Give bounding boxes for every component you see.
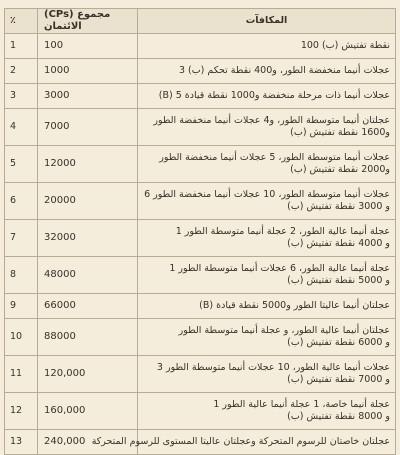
row-number: 12	[5, 393, 38, 430]
rewards-table	[4, 8, 396, 455]
row-reward	[138, 183, 396, 220]
row-number: 5	[5, 146, 38, 183]
row-number: 6	[5, 183, 38, 220]
reward-line: و 8000 نقطة تفتيش (ب)	[287, 411, 390, 422]
row-number: 13	[5, 430, 38, 455]
row-credit-total: 3000	[38, 84, 138, 109]
row-reward	[138, 294, 396, 319]
reward-line: عجلات أنيما متوسطة الطور، 10 عجلات أنيما منخفضة الطور 6	[144, 189, 390, 200]
row-reward	[138, 84, 396, 109]
reward-line: عجلات أنيما عالية الطور، 10 عجلات أنيما متوسطة الطور 3	[156, 362, 390, 373]
row-credit-total: 100	[38, 34, 138, 59]
row-reward	[91, 430, 396, 455]
row-reward	[138, 220, 396, 257]
table-row	[5, 393, 396, 430]
header-credit-total: (CPs) مجموع الائتمان	[38, 9, 138, 34]
reward-line: عجلتان خاصتان للرسوم المتحركة وعجلتان عاليتا المستوى للرسوم المتحركة	[91, 436, 390, 447]
row-number: 4	[5, 109, 38, 146]
row-reward	[138, 109, 396, 146]
row-credit-total: 20000	[38, 183, 138, 220]
reward-line: عجلات أنيما ذات مرحلة منخفضة و1000 نقطة قيادة 5 (B)	[158, 90, 390, 101]
reward-line: عجلات أنيما منخفضة الطور، و400 نقطة تحكم (ب) 3	[178, 65, 390, 76]
row-reward	[138, 34, 396, 59]
table-row	[5, 356, 396, 393]
table-row	[5, 319, 396, 356]
row-number: 9	[5, 294, 38, 319]
reward-line: و2000 نقطة تفتيش (ب)	[290, 164, 390, 175]
row-credit-total: 1000	[38, 59, 138, 84]
table-row	[5, 146, 396, 183]
rewards-table-wrapper	[4, 8, 396, 455]
table-header-row	[5, 9, 396, 34]
reward-line: و 6000 نقطة تفتيش (ب)	[287, 337, 390, 348]
reward-line: و1600 نقطة تفتيش (ب)	[290, 127, 390, 138]
row-reward	[138, 257, 396, 294]
reward-line: عجلة أنيما عالية الطور، 6 عجلات أنيما متوسطة الطور 1	[169, 263, 390, 274]
header-rewards: المكافآت	[138, 9, 396, 34]
row-credit-total: 32000	[38, 220, 138, 257]
table-row	[5, 257, 396, 294]
reward-line: عجلة أنيما خاصة، 1 عجلة أنيما عالية الطور 1	[213, 399, 390, 410]
row-number: 8	[5, 257, 38, 294]
reward-line: نقطة تفتيش (ب) 100	[300, 40, 390, 51]
table-body	[5, 34, 396, 455]
row-reward	[138, 319, 396, 356]
row-credit-total: 88000	[38, 319, 138, 356]
table-row	[5, 84, 396, 109]
table-row	[5, 220, 396, 257]
row-reward	[138, 146, 396, 183]
reward-line: عجلتان أنيما متوسطة الطور، و4 عجلات أنيما منخفضة الطور	[153, 115, 390, 126]
row-number: 10	[5, 319, 38, 356]
reward-line: و 7000 نقطة تفتيش (ب)	[287, 374, 390, 385]
table-row	[5, 430, 396, 455]
reward-line: عجلتان أنيما عالية الطور، و عجلة أنيما متوسطة الطور	[178, 325, 390, 336]
row-reward	[138, 393, 396, 430]
table-row	[5, 109, 396, 146]
reward-line: عجلة أنيما عالية الطور، 2 عجلة أنيما متوسطة الطور 1	[175, 226, 390, 237]
row-credit-total: 160,000	[38, 393, 138, 430]
row-reward	[138, 356, 396, 393]
row-number: 2	[5, 59, 38, 84]
reward-line: و 3000 نقطة تفتيش (ب)	[287, 201, 390, 212]
table-row	[5, 183, 396, 220]
row-credit-total: 120,000	[38, 356, 138, 393]
row-credit-total: 240,000	[38, 430, 138, 455]
table-row	[5, 59, 396, 84]
row-number: 11	[5, 356, 38, 393]
reward-line: و 5000 نقطة تفتيش (ب)	[287, 275, 390, 286]
row-credit-total: 7000	[38, 109, 138, 146]
table-row	[5, 34, 396, 59]
reward-line: و 4000 نقطة تفتيش (ب)	[287, 238, 390, 249]
row-credit-total: 66000	[38, 294, 138, 319]
row-number: 7	[5, 220, 38, 257]
reward-line: عجلتان أنيما عاليتا الطور و5000 نقطة قيادة (B)	[199, 300, 390, 311]
header-number: ٪	[5, 9, 38, 34]
row-credit-total: 48000	[38, 257, 138, 294]
row-reward	[138, 59, 396, 84]
row-number: 1	[5, 34, 38, 59]
reward-line: عجلات أنيما متوسطة الطور، 5 عجلات أنيما منخفضة الطور	[159, 152, 390, 163]
table-row	[5, 294, 396, 319]
row-number: 3	[5, 84, 38, 109]
row-credit-total: 12000	[38, 146, 138, 183]
